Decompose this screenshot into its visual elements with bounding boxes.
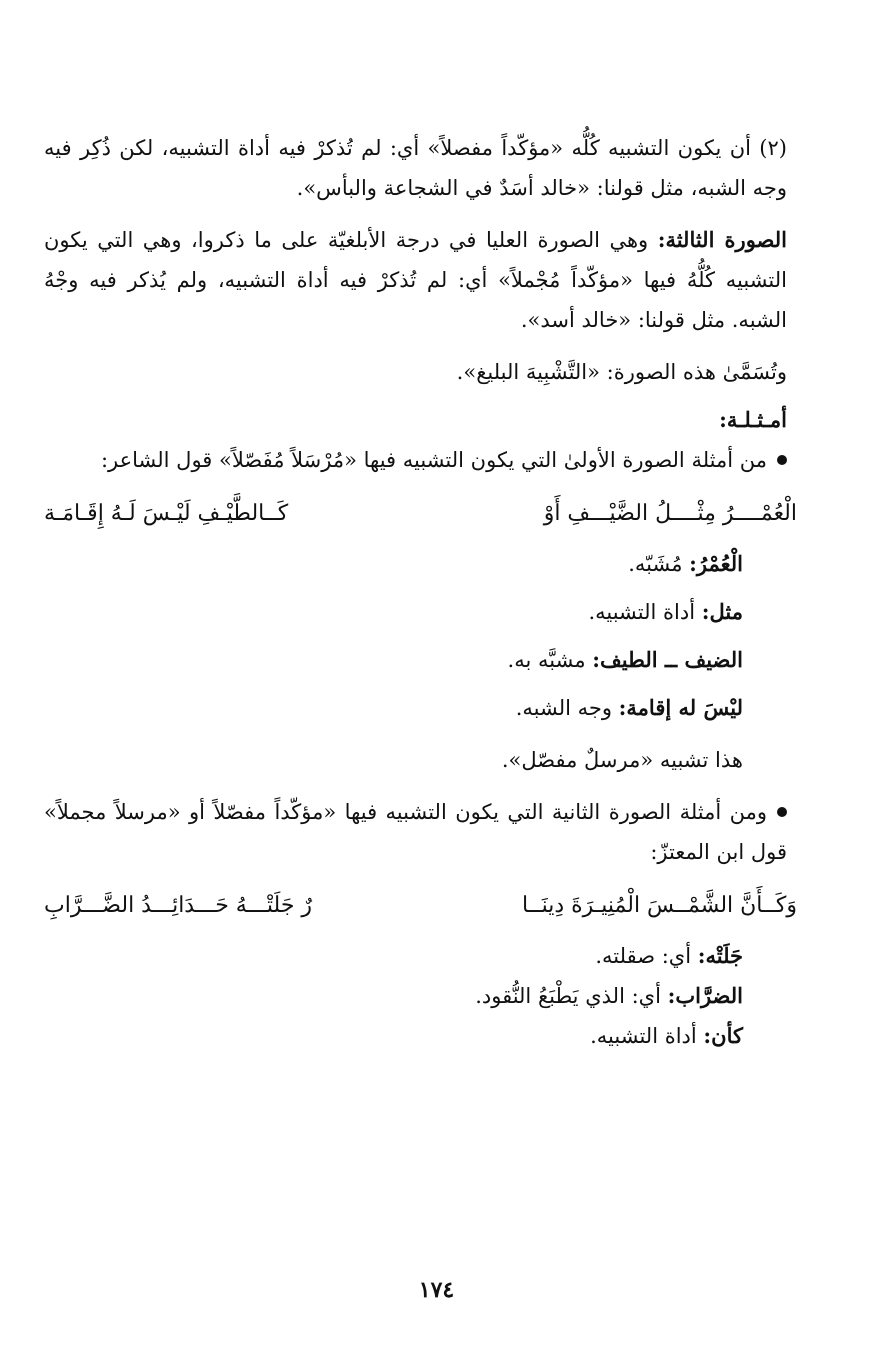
page-number: ١٧٤ [418,1277,455,1303]
gloss-item [44,544,743,584]
gloss-term: ليْسَ له إقامة: [618,695,743,720]
page-body [44,128,797,1056]
gloss-item [44,688,743,728]
bullet-example-second-text: ومن أمثلة الصورة الثانية التي يكون التشبيه فيها «مؤكّداً مفصّلاً أو «مرسلاً مجملاً» قول ابن المعتزّ: [44,800,787,864]
gloss-item [44,592,743,632]
gloss-text: أي: صقلته. [595,944,698,968]
verse-second-hemistich-left: رٌ جَلَتْـــهُ حَـــدَائِـــدُ الضَّـــرَّابِ [44,893,313,918]
bullet-dot-icon [777,455,787,465]
gloss-text: وجه الشبه. [515,696,619,720]
bullet-example-second [44,792,797,872]
gloss-summary [44,740,743,780]
gloss-text: أداة التشبيه. [590,1024,704,1048]
verse-first-hemistich-left: كَــالطَّيْـفِ لَيْـسَ لَـهُ إِقَـامَـة [44,501,289,526]
paragraph-second-form-text: (٢) أن يكون التشبيه كُلُّه «مؤكّداً مفصلاً» أي: لم تُذكرْ فيه أداة التشبيه، لكن ذُكِر فيه وجه الشبه، مثل قولنا: «خالد أسَدٌ في الشجاعة والبأس». [44,136,787,200]
verse-second-hemistich-right: وَكَــأَنَّ الشَّمْــسَ الْمُنِيـرَةَ دِينَــا [522,893,797,918]
third-form-text: وهي الصورة العليا في درجة الأبلغيّة على ما ذكروا، وهي التي يكون التشبيه كُلُّهُ فيها «مؤكّداً مُجْملاً» أي: لم تُذكرْ فيه أداة التشبيه، ولم يُذكر فيه وجْهُ الشبه. مثل قولنا: «خالد أسد». [44,228,787,332]
bullet-example-first [44,440,797,480]
gloss-summary-text: هذا تشبيه «مرسلٌ مفصّل». [501,748,743,772]
paragraph-second-form [44,128,797,208]
examples-heading-text: أمـثـلـة: [719,407,787,432]
gloss-term: جَلَتْه: [697,943,743,968]
gloss-item [44,640,743,680]
gloss-term: الضيف ــ الطيف: [592,647,743,672]
paragraph-naming [44,352,797,392]
bullet-example-first-text: من أمثلة الصورة الأولىٰ التي يكون التشبيه فيها «مُرْسَلاً مُفَصّلاً» قول الشاعر: [100,448,767,472]
gloss-second [44,936,797,1056]
verse-first-hemistich-right: الْعُمْــــرُ مِثْــــلُ الضَّيْـــفِ أَوْ [543,501,797,526]
gloss-item [44,936,743,976]
gloss-item [44,1016,743,1056]
third-form-label: الصورة الثالثة: [657,227,787,252]
gloss-text: مُشَبّه. [628,552,690,576]
examples-heading [44,400,797,440]
verse-first [44,490,797,538]
naming-text: وتُسَمَّىٰ هذه الصورة: «التَّشْبِيهَ البليغ». [456,360,787,384]
gloss-term: الضرَّاب: [667,983,743,1008]
gloss-text: أي: الذي يَطْبَعُ النُّقود. [475,984,668,1008]
gloss-first [44,544,797,780]
gloss-term: مثل: [701,599,743,624]
verse-second [44,882,797,930]
bullet-dot-icon [777,807,787,817]
gloss-term: كأن: [703,1023,743,1048]
gloss-text: أداة التشبيه. [588,600,702,624]
paragraph-third-form [44,220,797,340]
gloss-text: مشبَّه به. [507,648,593,672]
gloss-item [44,976,743,1016]
gloss-term: الْعُمْرُ: [689,551,743,576]
